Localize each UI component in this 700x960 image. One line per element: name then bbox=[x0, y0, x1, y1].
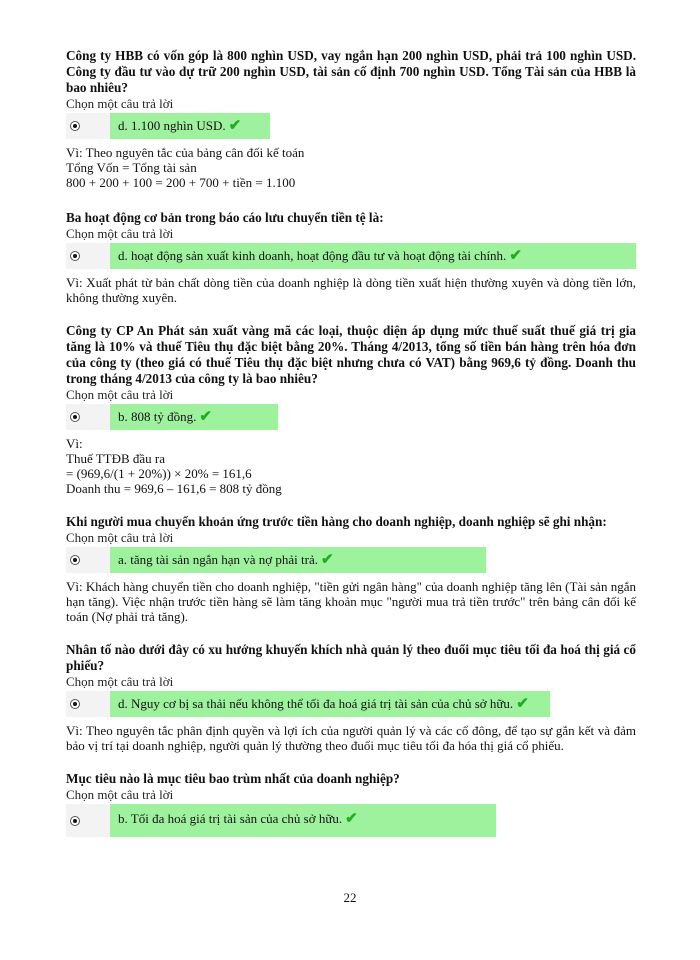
explanation-line: Thuế TTĐB đầu ra bbox=[66, 451, 166, 466]
checkmark-icon: ✔ bbox=[321, 552, 334, 568]
checkmark-icon: ✔ bbox=[345, 811, 358, 827]
question-text: Công ty CP An Phát sản xuất vàng mã các loại, thuộc diện áp dụng mức thuế suất thuế giá trị gia tăng là 10% và thuế Tiêu thụ đặc biệt bằng 20%. Tháng 4/2013, tổng số tiền bán hàng trên hóa đơn của công ty (theo giá có thuế Tiêu thụ đặc biệt nhưng chưa có VAT) bằng 969,6 tỷ đồng. Doanh thu trong tháng 4/2013 của công ty là bao nhiêu? bbox=[66, 323, 636, 386]
radio-selected-icon[interactable] bbox=[70, 816, 80, 826]
checkmark-icon: ✔ bbox=[199, 409, 212, 425]
radio-cell bbox=[66, 691, 110, 717]
answer-text: b. 808 tỷ đồng. bbox=[118, 409, 197, 424]
selected-answer-row[interactable] bbox=[66, 691, 636, 717]
answer-choice[interactable] bbox=[110, 404, 278, 430]
question-text: Nhân tố nào dưới đây có xu hướng khuyến khích nhà quản lý theo đuổi mục tiêu tối đa hoá thị giá cổ phiếu? bbox=[66, 642, 636, 673]
explanation-line: 800 + 200 + 100 = 200 + 700 + tiền = 1.100 bbox=[66, 175, 296, 190]
explanation bbox=[66, 436, 636, 496]
explanation-line: = (969,6/(1 + 20%)) × 20% = 161,6 bbox=[66, 466, 252, 481]
question-block bbox=[66, 210, 636, 305]
radio-cell bbox=[66, 243, 110, 269]
selected-answer-row[interactable] bbox=[66, 547, 636, 573]
radio-cell bbox=[66, 547, 110, 573]
question-text: Khi người mua chuyển khoản ứng trước tiền hàng cho doanh nghiệp, doanh nghiệp sẽ ghi nhận: bbox=[66, 514, 607, 529]
explanation-line: Vì: Theo nguyên tắc phân định quyền và lợi ích của người quản lý và các cổ đông, để tạo sự gắn kết và đảm bảo vị trí tại doanh nghiệp, người quản lý thường theo đuổi mục tiêu tối đa hóa thị giá cổ phiếu. bbox=[66, 723, 636, 753]
question-text: Ba hoạt động cơ bản trong báo cáo lưu chuyển tiền tệ là: bbox=[66, 210, 384, 225]
radio-selected-icon[interactable] bbox=[70, 121, 80, 131]
answer-choice[interactable] bbox=[110, 691, 550, 717]
question-block bbox=[66, 771, 636, 837]
answer-choice[interactable] bbox=[110, 113, 270, 139]
selected-answer-row[interactable] bbox=[66, 404, 636, 430]
explanation bbox=[66, 275, 636, 305]
explanation bbox=[66, 579, 636, 624]
question-text: Công ty HBB có vốn góp là 800 nghìn USD, vay ngắn hạn 200 nghìn USD, phải trả 100 nghìn USD. Công ty đầu tư vào dự trữ 200 nghìn USD, tài sản cố định 700 nghìn USD. Tổng Tài sản của HBB là bao nhiêu? bbox=[66, 48, 636, 95]
explanation-line: Vì: Theo nguyên tắc của bảng cân đối kế toán bbox=[66, 145, 305, 160]
radio-cell bbox=[66, 113, 110, 139]
radio-selected-icon[interactable] bbox=[70, 699, 80, 709]
answer-text: d. hoạt động sản xuất kinh doanh, hoạt động đầu tư và hoạt động tài chính. bbox=[118, 248, 507, 263]
checkmark-icon: ✔ bbox=[516, 696, 529, 712]
answer-prompt: Chọn một câu trả lời bbox=[66, 674, 174, 689]
answer-prompt: Chọn một câu trả lời bbox=[66, 226, 174, 241]
selected-answer-row[interactable] bbox=[66, 804, 636, 837]
checkmark-icon: ✔ bbox=[228, 118, 242, 134]
answer-text: b. Tối đa hoá giá trị tài sản của chủ sở hữu. bbox=[118, 811, 343, 826]
radio-selected-icon[interactable] bbox=[70, 555, 80, 565]
explanation-line: Vì: Khách hàng chuyển tiền cho doanh nghiệp, "tiền gửi ngân hàng" của doanh nghiệp tăng lên (Tài sản ngắn hạn tăng). Việc nhận trước tiền hàng sẽ làm tăng khoản mục "người mua trả tiền trước" trên bảng cân đối kế toán (Nợ phải trả tăng). bbox=[66, 579, 636, 624]
question-block bbox=[66, 48, 636, 190]
question-block bbox=[66, 323, 636, 496]
radio-cell bbox=[66, 804, 110, 837]
selected-answer-row[interactable] bbox=[66, 113, 636, 139]
answer-text: d. Nguy cơ bị sa thải nếu không thể tối đa hoá giá trị tài sản của chủ sở hữu. bbox=[118, 696, 514, 711]
answer-choice[interactable] bbox=[110, 804, 496, 837]
page-number: 22 bbox=[343, 890, 357, 905]
explanation-line: Vì: Xuất phát từ bản chất dòng tiền của doanh nghiệp là dòng tiền xuất hiện thường xuyên và dòng tiền lớn, không thường xuyên. bbox=[66, 275, 636, 305]
answer-prompt: Chọn một câu trả lời bbox=[66, 387, 174, 402]
answer-prompt: Chọn một câu trả lời bbox=[66, 787, 174, 802]
radio-selected-icon[interactable] bbox=[70, 251, 80, 261]
answer-choice[interactable] bbox=[110, 243, 636, 269]
radio-cell bbox=[66, 404, 110, 430]
explanation-line: Vì: bbox=[66, 436, 83, 451]
checkmark-icon: ✔ bbox=[509, 248, 522, 264]
question-block bbox=[66, 642, 636, 753]
answer-choice[interactable] bbox=[110, 547, 486, 573]
question-text: Mục tiêu nào là mục tiêu bao trùm nhất của doanh nghiệp? bbox=[66, 771, 400, 786]
answer-prompt: Chọn một câu trả lời bbox=[66, 530, 174, 545]
answer-prompt: Chọn một câu trả lời bbox=[66, 96, 174, 111]
explanation bbox=[66, 145, 636, 190]
document-page bbox=[66, 48, 636, 850]
answer-text: a. tăng tài sản ngắn hạn và nợ phải trả. bbox=[118, 552, 319, 567]
radio-selected-icon[interactable] bbox=[70, 412, 80, 422]
explanation-line: Tổng Vốn = Tổng tài sản bbox=[66, 160, 197, 175]
explanation-line: Doanh thu = 969,6 – 161,6 = 808 tỷ đồng bbox=[66, 481, 282, 496]
question-block bbox=[66, 514, 636, 624]
explanation bbox=[66, 723, 636, 753]
selected-answer-row[interactable] bbox=[66, 243, 636, 269]
answer-text: d. 1.100 nghìn USD. bbox=[118, 118, 226, 133]
